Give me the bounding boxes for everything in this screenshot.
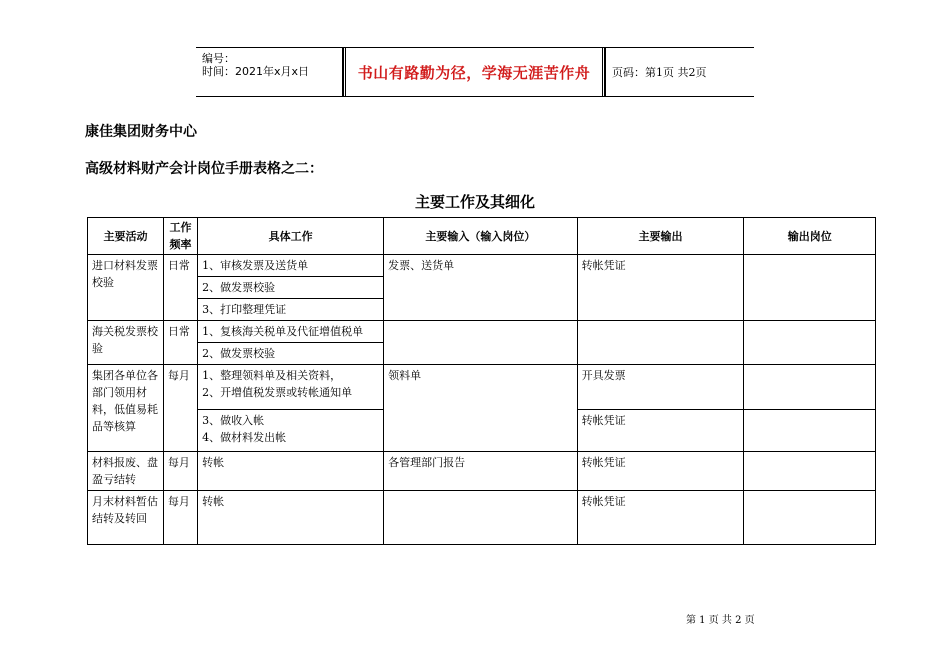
activity-cell: 材料报废、盘盈亏结转 [88,452,164,491]
task-line: 2、开增值税发票或转帐通知单 [202,386,353,399]
task-cell: 2、做发票校验 [198,277,384,299]
column-header-output: 主要输出 [577,218,744,255]
table-row [88,365,876,410]
column-header-activity: 主要活动 [88,218,164,255]
frequency-cell: 每月 [163,491,197,545]
frequency-cell: 日常 [163,255,197,321]
output-post-cell [744,321,876,365]
table-row [88,255,876,277]
task-cell: 1、复核海关税单及代征增值税单 [198,321,384,343]
input-cell: 领料单 [384,365,578,452]
frequency-cell: 每月 [163,452,197,491]
frequency-cell: 每月 [163,365,197,452]
frequency-cell: 日常 [163,321,197,365]
task-line: 4、做材料发出帐 [202,431,287,444]
header-meta [196,48,343,97]
form-title: 高级材料财产会计岗位手册表格之二： [85,161,323,177]
output-cell: 开具发票 [577,365,744,410]
document-number-label: 编号： [202,52,235,65]
table-header-row [88,218,876,255]
output-cell: 转帐凭证 [577,410,744,452]
document-time-label: 时间：2021年x月x日 [202,65,310,78]
task-cell: 转帐 [198,452,384,491]
output-post-cell [744,255,876,321]
page-header [196,47,754,97]
task-cell: 3、打印整理凭证 [198,299,384,321]
input-cell: 各管理部门报告 [384,452,578,491]
header-motto: 书山有路勤为径，学海无涯苦作舟 [357,63,591,82]
organization-title: 康佳集团财务中心 [85,124,197,140]
output-post-cell [744,410,876,452]
task-cell: 转帐 [198,491,384,545]
table-row [88,452,876,491]
output-cell [577,321,744,365]
input-cell [384,321,578,365]
task-cell [198,410,384,452]
work-breakdown-table [87,217,876,545]
activity-cell: 集团各单位各部门领用材料，低值易耗品等核算 [88,365,164,452]
header-page-info: 页码：第1页 共2页 [606,48,755,97]
table-row [88,321,876,343]
output-cell: 转帐凭证 [577,452,744,491]
table-title: 主要工作及其细化 [414,193,535,211]
column-header-input: 主要输入（输入岗位） [384,218,578,255]
task-line: 1、整理领料单及相关资料， [202,369,342,382]
task-line: 3、做收入帐 [202,414,265,427]
task-cell: 1、审核发票及送货单 [198,255,384,277]
input-cell [384,491,578,545]
column-header-output-post: 输出岗位 [744,218,876,255]
column-header-frequency: 工作频率 [163,218,197,255]
activity-cell: 月末材料暂估结转及转回 [88,491,164,545]
header-motto-cell [343,48,606,97]
input-cell: 发票、送货单 [384,255,578,321]
output-cell: 转帐凭证 [577,255,744,321]
activity-cell: 海关税发票校验 [88,321,164,365]
page-footer: 第 1 页 共 2 页 [686,615,755,626]
column-header-task: 具体工作 [198,218,384,255]
output-cell: 转帐凭证 [577,491,744,545]
output-post-cell [744,452,876,491]
output-post-cell [744,365,876,410]
table-row [88,491,876,545]
activity-cell: 进口材料发票校验 [88,255,164,321]
task-cell [198,365,384,410]
output-post-cell [744,491,876,545]
task-cell: 2、做发票校验 [198,343,384,365]
